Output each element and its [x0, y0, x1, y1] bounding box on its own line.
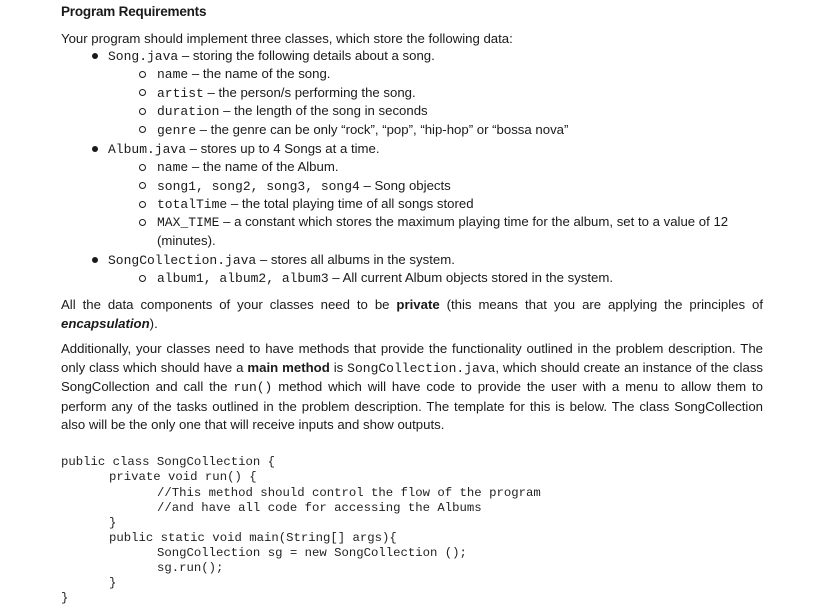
sub-bullet-icon — [139, 182, 146, 189]
sub-bullet-icon — [139, 108, 146, 115]
list-item-field: name – the name of the Album. — [157, 159, 339, 175]
list-item-field: MAX_TIME – a constant which stores the maximum playing time for the album, set to a value of 12 — [157, 214, 729, 230]
bullet-icon — [92, 146, 98, 152]
list-item-field: genre – the genre can be only “rock”, “pop”, “hip-hop” or “bossa nova” — [157, 122, 569, 138]
code-line: } — [109, 516, 117, 530]
list-item-song: Song.java – storing the following details about a song. — [108, 48, 435, 64]
list-item-continuation: (minutes). — [157, 233, 216, 248]
sub-bullet-icon — [139, 275, 146, 282]
list-item-field: song1, song2, song3, song4 – Song objects — [157, 178, 451, 194]
sub-bullet-icon — [139, 126, 146, 133]
sub-bullet-icon — [139, 71, 146, 78]
sub-bullet-icon — [139, 201, 146, 208]
list-item-field: totalTime – the total playing time of all songs stored — [157, 196, 474, 212]
sub-bullet-icon — [139, 89, 146, 96]
code-line: //and have all code for accessing the Albums — [157, 501, 482, 515]
code-line: public class SongCollection { — [61, 455, 276, 469]
sub-bullet-icon — [139, 164, 146, 171]
code-line: sg.run(); — [157, 561, 224, 575]
private-paragraph: All the data components of your classes need to be private (this means that you are applying the principles of encapsulation). — [61, 297, 764, 331]
code-line: //This method should control the flow of the program — [157, 486, 541, 500]
sub-bullet-icon — [139, 219, 146, 226]
section-heading: Program Requirements — [61, 4, 207, 19]
code-line: private void run() { — [109, 470, 257, 484]
list-item-field: album1, album2, album3 – All current Album objects stored in the system. — [157, 270, 614, 286]
bullet-icon — [92, 257, 98, 263]
requirements-paragraph: Additionally, your classes need to have methods that provide the functionality outlined in the problem description. The only class which should have a main method is SongCollection.java, which should create an instance of the class SongCollection and call the run() method which will have code to provide the user with a menu to allow them to perform any of the tasks outlined in the problem description. The template for this is below. The class SongCollection also will be the only one that will receive inputs and show outputs. — [61, 341, 764, 432]
list-item-field: duration – the length of the song in seconds — [157, 103, 428, 119]
code-line: } — [109, 576, 117, 590]
list-item-field: artist – the person/s performing the song. — [157, 85, 416, 101]
bullet-icon — [92, 53, 98, 59]
intro-text: Your program should implement three classes, which store the following data: — [61, 31, 513, 46]
list-item-album: Album.java – stores up to 4 Songs at a time. — [108, 141, 380, 157]
code-line: public static void main(String[] args){ — [109, 531, 397, 545]
list-item-collection: SongCollection.java – stores all albums in the system. — [108, 252, 455, 268]
code-line: } — [61, 591, 69, 605]
code-line: SongCollection sg = new SongCollection (); — [157, 546, 467, 560]
list-item-field: name – the name of the song. — [157, 66, 331, 82]
